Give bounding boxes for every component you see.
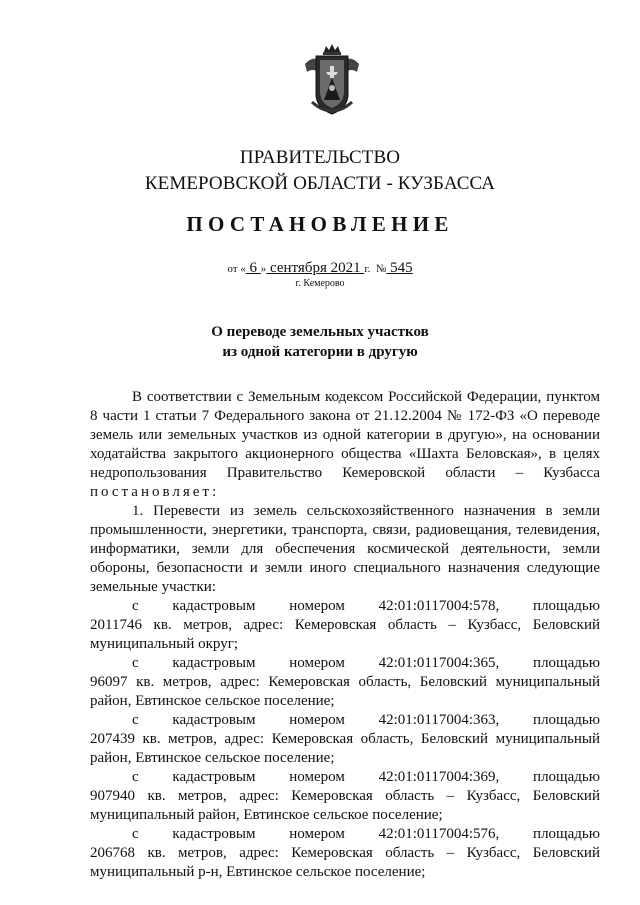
parcel-heading-row — [90, 768, 600, 787]
city-label: г. Кемерово — [295, 278, 345, 289]
document-title-line1: О переводе земельных участков — [211, 324, 429, 340]
parcel-word: с — [132, 826, 139, 842]
parcel-word: кадастровым — [172, 655, 256, 671]
parcel-word: кадастровым — [172, 598, 256, 614]
coat-of-arms-emblem — [302, 42, 362, 118]
coat-of-arms-icon — [302, 42, 362, 118]
parcel-word: площадью — [533, 655, 600, 671]
document-body — [90, 388, 600, 882]
parcel-entry — [90, 768, 600, 825]
parcel-word: площадью — [533, 769, 600, 785]
date-month-year: сентября 2021 — [266, 260, 365, 276]
parcel-heading-row — [90, 711, 600, 730]
date-prefix: от « — [227, 263, 246, 275]
parcel-details: 207439 кв. метров, адрес: Кемеровская область, Беловский муниципальный район, Евтинское сельское поселение; — [90, 731, 600, 766]
parcel-word: номером — [289, 769, 345, 785]
parcel-cadastral-number: 42:01:0117004:369, — [378, 769, 500, 785]
parcel-cadastral-number: 42:01:0117004:363, — [378, 712, 500, 728]
number-sign: № — [375, 263, 387, 275]
parcel-word: номером — [289, 826, 345, 842]
parcel-details: 2011746 кв. метров, адрес: Кемеровская область – Кузбасс, Беловский муниципальный округ; — [90, 617, 600, 652]
date-year-suffix: г. — [364, 263, 371, 275]
parcel-word: номером — [289, 712, 345, 728]
parcel-word: с — [132, 598, 139, 614]
parcel-entry — [90, 597, 600, 654]
item-1-paragraph: 1. Перевести из земель сельскохозяйственного назначения в земли промышленности, энергетики, транспорта, связи, радиовещания, телевидения, информатики, земли для обеспечения космической деятельности, земли обороны, безопасности и земли иного специального назначения следующие земельные участки: — [90, 503, 600, 595]
parcel-word: номером — [289, 655, 345, 671]
date-close: » — [260, 263, 267, 275]
government-name-line1: ПРАВИТЕЛЬСТВО — [239, 147, 401, 168]
government-name-line2: КЕМЕРОВСКОЙ ОБЛАСТИ - КУЗБАССА — [144, 173, 496, 194]
parcel-heading-row — [90, 597, 600, 616]
parcel-word: с — [132, 655, 139, 671]
parcel-entry — [90, 711, 600, 768]
parcel-details: 96097 кв. метров, адрес: Кемеровская область, Беловский муниципальный район, Евтинское сельское поселение; — [90, 674, 600, 709]
parcel-entry — [90, 654, 600, 711]
document-title-line2: из одной категории в другую — [222, 344, 418, 360]
parcel-word: кадастровым — [172, 712, 256, 728]
preamble-paragraph — [90, 388, 600, 502]
parcel-cadastral-number: 42:01:0117004:576, — [378, 826, 500, 842]
resolves-word: постановляет: — [90, 484, 220, 500]
preamble-text: В соответствии с Земельным кодексом Российской Федерации, пунктом 8 части 1 статьи 7 Федерального закона от 21.12.2004 № 172-ФЗ «О переводе земель или земельных участков из одной категории в другую», на основании ходатайства закрытого акционерного общества «Шахта Беловская», в целях недропользования Правительство Кемеровской области – Кузбасса — [90, 389, 600, 481]
parcel-cadastral-number: 42:01:0117004:578, — [378, 598, 500, 614]
parcel-cadastral-number: 42:01:0117004:365, — [378, 655, 500, 671]
parcel-entry — [90, 825, 600, 882]
date-day: 6 — [245, 260, 261, 276]
parcel-word: с — [132, 769, 139, 785]
parcel-word: площадью — [533, 598, 600, 614]
parcel-word: площадью — [533, 712, 600, 728]
parcel-word: площадью — [533, 826, 600, 842]
document-type-heading: ПОСТАНОВЛЕНИЕ — [186, 212, 454, 236]
parcel-heading-row — [90, 825, 600, 844]
parcel-word: кадастровым — [172, 826, 256, 842]
date-number-line — [0, 259, 640, 278]
parcel-word: кадастровым — [172, 769, 256, 785]
parcel-word: номером — [289, 598, 345, 614]
parcel-heading-row — [90, 654, 600, 673]
parcel-details: 907940 кв. метров, адрес: Кемеровская область – Кузбасс, Беловский муниципальный район, Евтинское сельское поселение; — [90, 788, 600, 823]
parcel-details: 206768 кв. метров, адрес: Кемеровская область – Кузбасс, Беловский муниципальный р-н, Евтинское сельское поселение; — [90, 845, 600, 880]
parcel-word: с — [132, 712, 139, 728]
document-number: 545 — [386, 260, 413, 276]
